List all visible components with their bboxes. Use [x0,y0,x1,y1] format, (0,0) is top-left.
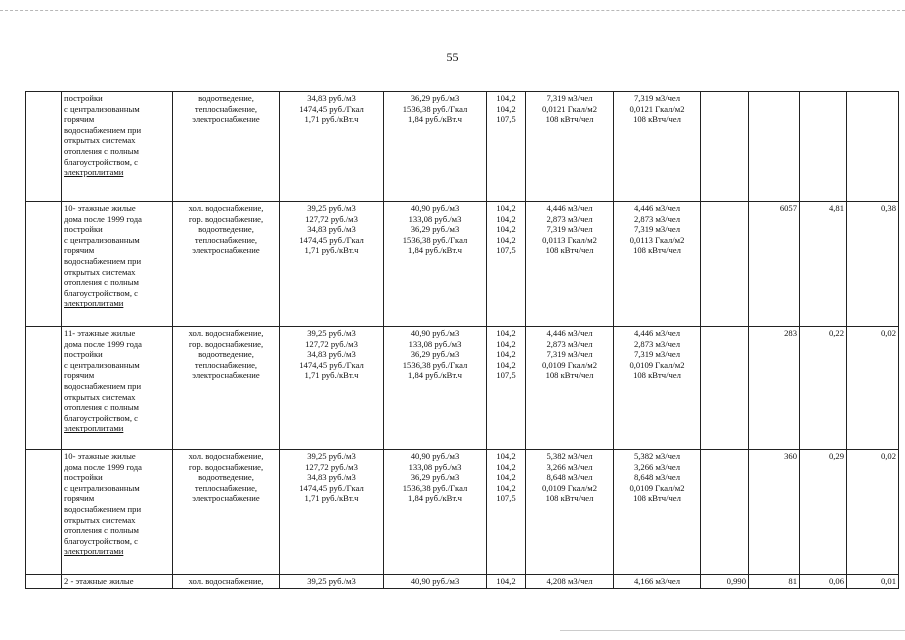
cell-line: 107,5 [496,245,516,256]
cell-line: хол. водоснабжение, [188,328,264,338]
tariff-2-cell [384,327,487,450]
tariff-2-cell [384,202,487,327]
cell-line: электроснабжение [192,114,260,125]
norm-1-cell [526,327,614,450]
cell-line: 1,71 руб./кВт.ч [304,114,359,125]
cell-line: 7,319 м3/чел [546,349,593,360]
cell-line: теплоснабжение, [194,359,258,370]
cell-line: 34,83 руб./м3 [307,472,356,483]
cell-line: дома после 1999 года [64,461,142,472]
cell-line: горячим [64,114,95,125]
cell-line: 104,2 [496,451,516,461]
value-c-cell [847,92,899,202]
cell-line: 104,2 [496,93,516,103]
cell-line: водоотведение, [198,472,254,483]
cell-line: 36,29 руб./м3 [410,224,460,235]
cell-line: 104,2 [496,359,516,370]
cell-line: постройки [64,349,103,360]
cell-line: 7,319 м3/чел [633,224,681,235]
cell-line: 104,2 [496,576,516,586]
norm-2-cell [614,202,701,327]
tariff-1-cell [280,92,384,202]
cell-line: отопления с полным [64,277,139,288]
cell-line: 1474,45 руб./Гкал [299,234,364,245]
cell-line: 133,08 руб./м3 [408,338,462,349]
cell-line: гор. водоснабжение, [188,213,264,224]
cell-line: 39,25 руб./м3 [307,576,356,586]
cell-line: 104,2 [496,472,516,483]
table-row [26,327,899,450]
cell-line: открытых системах [64,266,136,277]
cell-line: 39,25 руб./м3 [307,451,356,461]
value-c-cell: 0,38 [847,202,899,327]
value-b-cell: 0,06 [800,575,847,589]
cell-line: 5,382 м3/чел [546,451,593,461]
cell-line: 133,08 руб./м3 [408,461,462,472]
cell-line: 1474,45 руб./Гкал [299,359,364,370]
cell-line: 1536,38 руб./Гкал [402,103,468,114]
cell-line: водоотведение, [198,224,254,235]
index-cell [487,450,526,575]
value-a-cell: 6057 [749,202,800,327]
value-a-cell: 283 [749,327,800,450]
norm-2-cell [614,450,701,575]
cell-line: 108 кВтч/чел [633,370,681,381]
cell-line: 0,0113 Гкал/м2 [629,234,685,245]
services-cell [173,202,280,327]
cell-line: 2,873 м3/чел [546,338,593,349]
cell-line: водоотведение, [198,93,254,103]
cell-line: 40,90 руб./м3 [410,328,460,338]
coefficient-cell [701,327,749,450]
building-type-cell [62,575,173,589]
cell-line: благоустройством, с [64,535,138,546]
cell-line: 107,5 [496,370,516,381]
cell-line: 4,446 м3/чел [633,328,681,338]
norm-2-cell [614,327,701,450]
tariff-1-cell [280,327,384,450]
cell-line: 1474,45 руб./Гкал [299,103,364,114]
cell-line: 0,0109 Гкал/м2 [629,482,685,493]
scan-edge-bottom [560,630,905,632]
index-cell [487,92,526,202]
cell-line: электроснабжение [192,245,260,256]
cell-line: 8,648 м3/чел [546,472,593,483]
cell-line: постройки [64,224,103,235]
cell-line: водоотведение, [198,349,254,360]
cell-line: 34,83 руб./м3 [307,224,356,235]
norm-1-cell [526,202,614,327]
page-number: 55 [446,50,459,64]
cell-line: дома после 1999 года [64,213,142,224]
cell-line: 1,84 руб./кВт.ч [408,370,462,381]
table-row [26,92,899,202]
cell-line: хол. водоснабжение, [188,203,264,213]
blank-cell [26,202,62,327]
cell-line: 108 кВтч/чел [633,493,681,504]
value-b-cell: 4,81 [800,202,847,327]
cell-line: 3,266 м3/чел [633,461,681,472]
cell-line: с централизованным [64,234,140,245]
coefficient-cell [701,202,749,327]
cell-line: 108 кВтч/чел [633,114,681,125]
value-b-cell: 0,29 [800,450,847,575]
cell-line: 11- этажные жилые [64,328,136,338]
cell-line: 1,84 руб./кВт.ч [408,493,462,504]
cell-line: постройки [64,93,103,103]
cell-line: хол. водоснабжение, [188,576,264,586]
cell-line: открытых системах [64,391,136,402]
cell-line: 133,08 руб./м3 [408,213,462,224]
tariff-table [25,91,899,589]
cell-line: 127,72 руб./м3 [305,338,358,349]
cell-line: благоустройством, с [64,412,138,423]
value-c-cell: 0,01 [847,575,899,589]
cell-line: 7,319 м3/чел [633,349,681,360]
cell-line: отопления с полным [64,525,139,536]
cell-line: 104,2 [496,213,516,224]
cell-line: 1,71 руб./кВт.ч [304,370,359,381]
cell-line: 1,71 руб./кВт.ч [304,493,359,504]
cell-line: постройки [64,472,103,483]
table-row [26,575,899,589]
cell-line: электроплитами [64,546,124,557]
cell-line: 108 кВтч/чел [545,245,594,256]
tariff-1-cell [280,202,384,327]
blank-cell [26,92,62,202]
cell-line: 10- этажные жилые [64,451,136,461]
cell-line: 2 - этажные жилые [64,576,134,586]
cell-line: 8,648 м3/чел [633,472,681,483]
cell-line: с централизованным [64,359,140,370]
cell-line: 34,83 руб./м3 [307,349,356,360]
cell-line: 7,319 м3/чел [633,93,681,103]
cell-line: электроплитами [64,423,124,434]
cell-line: водоснабжением при [64,380,142,391]
cell-line: 127,72 руб./м3 [305,213,358,224]
services-cell [173,327,280,450]
cell-line: 1,84 руб./кВт.ч [408,114,462,125]
cell-line: электроснабжение [192,493,260,504]
cell-line: 39,25 руб./м3 [307,203,356,213]
norm-2-cell [614,575,701,589]
building-type-cell [62,327,173,450]
cell-line: 2,873 м3/чел [546,213,593,224]
cell-line: 1536,38 руб./Гкал [402,234,468,245]
blank-cell [26,450,62,575]
coefficient-cell [701,92,749,202]
value-c-cell: 0,02 [847,327,899,450]
cell-line: 108 кВтч/чел [633,245,681,256]
cell-line: электроплитами [64,298,124,309]
cell-line: 127,72 руб./м3 [305,461,358,472]
blank-cell [26,575,62,589]
cell-line: горячим [64,370,95,381]
table-row [26,450,899,575]
cell-line: 104,2 [496,103,516,114]
cell-line: 4,166 м3/чел [633,576,681,586]
coefficient-cell [701,450,749,575]
value-a-cell: 81 [749,575,800,589]
norm-1-cell [526,92,614,202]
table-row [26,202,899,327]
cell-line: 1474,45 руб./Гкал [299,482,364,493]
cell-line: отопления с полным [64,402,139,413]
index-cell [487,202,526,327]
building-type-cell [62,202,173,327]
norm-1-cell [526,450,614,575]
cell-line: 4,446 м3/чел [546,328,593,338]
cell-line: хол. водоснабжение, [188,451,264,461]
cell-line: 7,319 м3/чел [546,93,593,103]
index-cell [487,327,526,450]
scan-edge-top [0,10,905,12]
cell-line: 0,0121 Гкал/м2 [629,103,685,114]
cell-line: 4,446 м3/чел [633,203,681,213]
cell-line: 36,29 руб./м3 [410,349,460,360]
cell-line: горячим [64,245,95,256]
cell-line: 108 кВтч/чел [545,114,594,125]
cell-line: 1,84 руб./кВт.ч [408,245,462,256]
cell-line: теплоснабжение, [194,482,258,493]
cell-line: благоустройством, с [64,156,138,167]
cell-line: горячим [64,493,95,504]
cell-line: 104,2 [496,349,516,360]
cell-line: 4,446 м3/чел [546,203,593,213]
cell-line: открытых системах [64,135,136,146]
cell-line: 5,382 м3/чел [633,451,681,461]
cell-line: водоснабжением при [64,503,142,514]
cell-line: 2,873 м3/чел [633,338,681,349]
tariff-1-cell [280,450,384,575]
cell-line: 4,208 м3/чел [546,576,593,586]
cell-line: электроснабжение [192,370,260,381]
cell-line: 104,2 [496,203,516,213]
coefficient-cell: 0,990 [701,575,749,589]
norm-2-cell [614,92,701,202]
index-cell [487,575,526,589]
value-b-cell [800,92,847,202]
cell-line: благоустройством, с [64,287,138,298]
cell-line: гор. водоснабжение, [188,338,264,349]
cell-line: 104,2 [496,461,516,472]
value-c-cell: 0,02 [847,450,899,575]
cell-line: 40,90 руб./м3 [410,576,460,586]
services-cell [173,575,280,589]
cell-line: 40,90 руб./м3 [410,203,460,213]
cell-line: 1536,38 руб./Гкал [402,482,468,493]
cell-line: 40,90 руб./м3 [410,451,460,461]
cell-line: с централизованным [64,103,140,114]
cell-line: 104,2 [496,224,516,235]
cell-line: отопления с полным [64,145,139,156]
cell-line: дома после 1999 года [64,338,142,349]
cell-line: 108 кВтч/чел [545,493,594,504]
building-type-cell [62,92,173,202]
cell-line: с централизованным [64,482,140,493]
tariff-1-cell [280,575,384,589]
cell-line: 104,2 [496,234,516,245]
cell-line: 104,2 [496,338,516,349]
cell-line: теплоснабжение, [194,234,258,245]
value-a-cell [749,92,800,202]
norm-1-cell [526,575,614,589]
cell-line: водоснабжением при [64,124,142,135]
cell-line: 1536,38 руб./Гкал [402,359,468,370]
cell-line: 3,266 м3/чел [546,461,593,472]
cell-line: 7,319 м3/чел [546,224,593,235]
value-a-cell: 360 [749,450,800,575]
cell-line: 104,2 [496,482,516,493]
cell-line: теплоснабжение, [194,103,258,114]
cell-line: 10- этажные жилые [64,203,136,213]
cell-line: 0,0121 Гкал/м2 [541,103,598,114]
tariff-2-cell [384,92,487,202]
cell-line: 36,29 руб./м3 [410,472,460,483]
cell-line: 34,83 руб./м3 [307,93,356,103]
cell-line: 2,873 м3/чел [633,213,681,224]
cell-line: 108 кВтч/чел [545,370,594,381]
cell-line: 107,5 [496,114,516,125]
cell-line: электроплитами [64,167,124,178]
cell-line: 104,2 [496,328,516,338]
services-cell [173,450,280,575]
value-b-cell: 0,22 [800,327,847,450]
tariff-2-cell [384,575,487,589]
cell-line: 0,0113 Гкал/м2 [542,234,597,245]
cell-line: 0,0109 Гкал/м2 [629,359,685,370]
cell-line: 0,0109 Гкал/м2 [541,359,598,370]
blank-cell [26,327,62,450]
services-cell [173,92,280,202]
building-type-cell [62,450,173,575]
cell-line: 107,5 [496,493,516,504]
cell-line: 39,25 руб./м3 [307,328,356,338]
cell-line: 36,29 руб./м3 [410,93,460,103]
cell-line: открытых системах [64,514,136,525]
cell-line: 1,71 руб./кВт.ч [304,245,359,256]
cell-line: водоснабжением при [64,255,142,266]
cell-line: 0,0109 Гкал/м2 [541,482,598,493]
cell-line: гор. водоснабжение, [188,461,264,472]
tariff-2-cell [384,450,487,575]
